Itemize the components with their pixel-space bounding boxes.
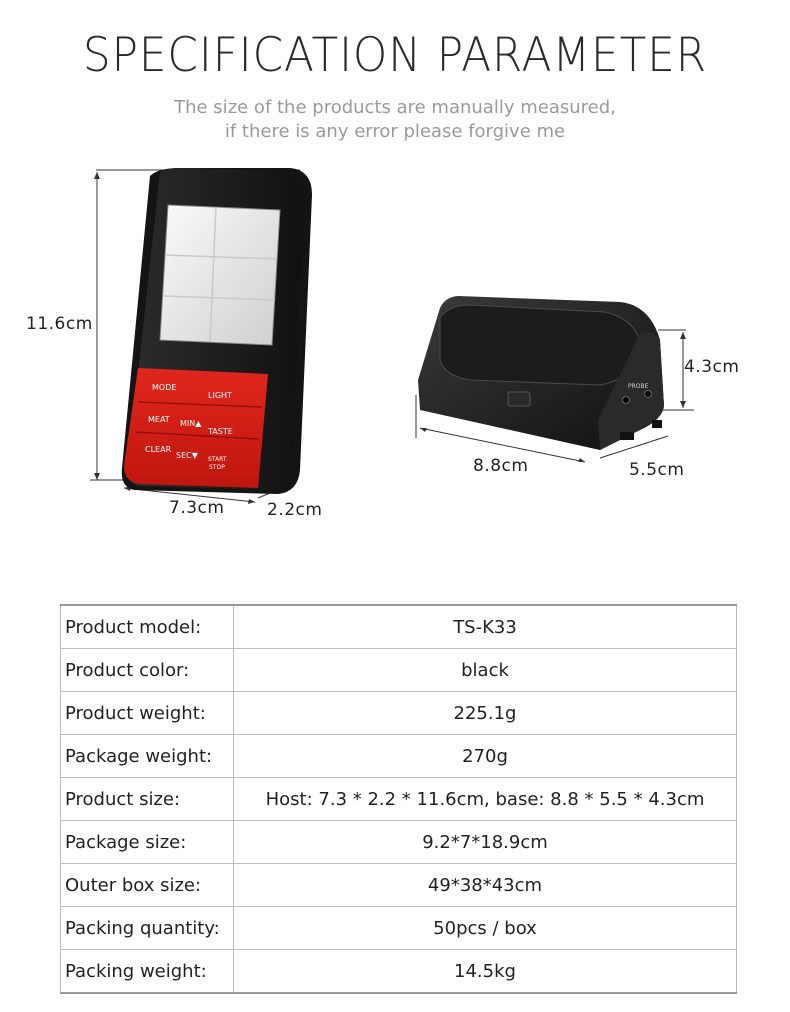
- spec-label: Product color:: [61, 649, 234, 692]
- btn-taste: TASTE: [208, 427, 233, 436]
- table-row: [61, 605, 737, 649]
- spec-label: Outer box size:: [61, 864, 234, 907]
- btn-meat: MEAT: [148, 415, 170, 424]
- spec-label: Package size:: [61, 821, 234, 864]
- table-row: [61, 907, 737, 950]
- spec-label: Product size:: [61, 778, 234, 821]
- spec-label: Product weight:: [61, 692, 234, 735]
- page-title: SPECIFICATION PARAMETER: [82, 28, 708, 83]
- spec-label: Packing weight:: [61, 950, 234, 994]
- base-length-label: 8.8cm: [473, 456, 529, 476]
- host-device-icon: [122, 168, 312, 494]
- table-row: [61, 692, 737, 735]
- table-row: [61, 821, 737, 864]
- spec-label: Product model:: [61, 605, 234, 649]
- btn-sec: SEC▼: [176, 451, 198, 460]
- btn-stop: STOP: [209, 464, 225, 471]
- base-device-icon: [418, 296, 664, 450]
- spec-value: 50pcs / box: [234, 907, 737, 950]
- table-row: [61, 950, 737, 994]
- subtitle-line-1: The size of the products are manually measured,: [174, 97, 616, 118]
- btn-clear: CLEAR: [145, 445, 172, 454]
- base-width-label: 5.5cm: [629, 460, 685, 480]
- host-depth-label: 2.2cm: [267, 500, 323, 520]
- btn-start: START: [208, 456, 227, 463]
- table-row: [61, 864, 737, 907]
- host-width-label: 7.3cm: [169, 498, 225, 518]
- spec-value: 14.5kg: [234, 950, 737, 994]
- spec-label: Packing quantity:: [61, 907, 234, 950]
- spec-value: TS-K33: [234, 605, 737, 649]
- spec-value: 49*38*43cm: [234, 864, 737, 907]
- base-height-label: 4.3cm: [684, 357, 740, 377]
- spec-value: 225.1g: [234, 692, 737, 735]
- probe-port-label: PROBE: [628, 383, 649, 390]
- btn-mode: MODE: [152, 383, 177, 392]
- spec-value: black: [234, 649, 737, 692]
- table-row: [61, 649, 737, 692]
- spec-value: 270g: [234, 735, 737, 778]
- btn-min: MIN▲: [180, 419, 202, 428]
- spec-label: Package weight:: [61, 735, 234, 778]
- btn-light: LIGHT: [208, 391, 232, 400]
- table-row: [61, 778, 737, 821]
- spec-table: [60, 604, 737, 994]
- table-row: [61, 735, 737, 778]
- subtitle-line-2: if there is any error please forgive me: [224, 121, 566, 142]
- host-height-label: 11.6cm: [26, 314, 93, 334]
- spec-value: Host: 7.3 * 2.2 * 11.6cm, base: 8.8 * 5.5 * 4.3cm: [234, 778, 737, 821]
- spec-value: 9.2*7*18.9cm: [234, 821, 737, 864]
